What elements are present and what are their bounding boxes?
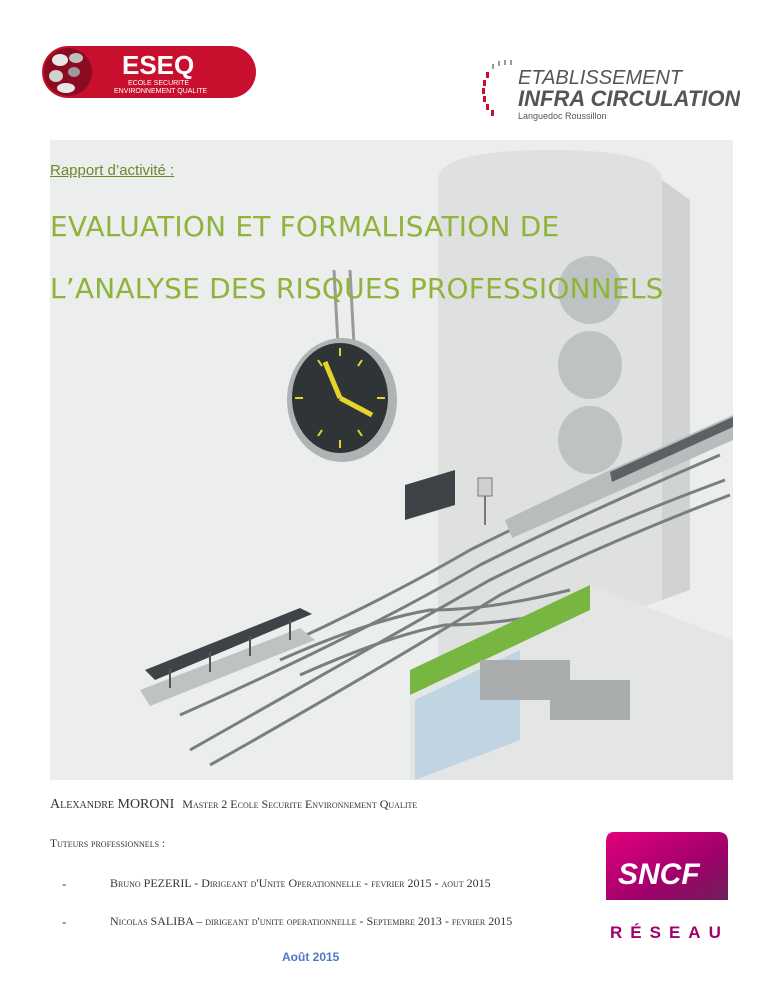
tutors-label: Tuteurs professionnels : [50,838,166,850]
sncf-brand: SNCF [618,858,700,891]
eseq-logo [40,42,258,102]
report-label: Rapport d’activité : [50,162,175,179]
tutor-1: Bruno PEZERIL - Dirigeant d'Unite Operationnelle - fevrier 2015 - aout 2015 [110,876,491,890]
bullet-dash: - [62,876,67,891]
title-line-1: EVALUATION ET FORMALISATION DE [50,210,560,243]
infra-line1: ETABLISSEMENT [518,67,683,89]
report-date: Août 2015 [282,950,340,964]
author-degree: Master 2 Ecole Securite Environnement Qualite [182,797,418,811]
eseq-line1: ECOLE SECURITE [128,80,190,87]
author-name: Alexandre MORONI [50,797,175,812]
sncf-reseau-logo [596,826,736,951]
infra-line2: INFRA CIRCULATION [518,86,740,111]
author-line [50,796,417,813]
eseq-brand: ESEQ [122,50,195,80]
tutor-2: Nicolas SALIBA – dirigeant d'unite operationnelle - Septembre 2013 - fevrier 2015 [110,914,513,928]
bullet-dash: - [62,914,67,929]
sncf-sub: RÉSEAU [610,923,729,942]
infra-line3: Languedoc Roussillon [518,111,607,121]
title-line-2: L’ANALYSE DES RISQUES PROFESSIONNELS [50,272,664,305]
infra-circulation-logo [480,58,740,128]
eseq-line2: ENVIRONNEMENT QUALITE [114,88,208,95]
